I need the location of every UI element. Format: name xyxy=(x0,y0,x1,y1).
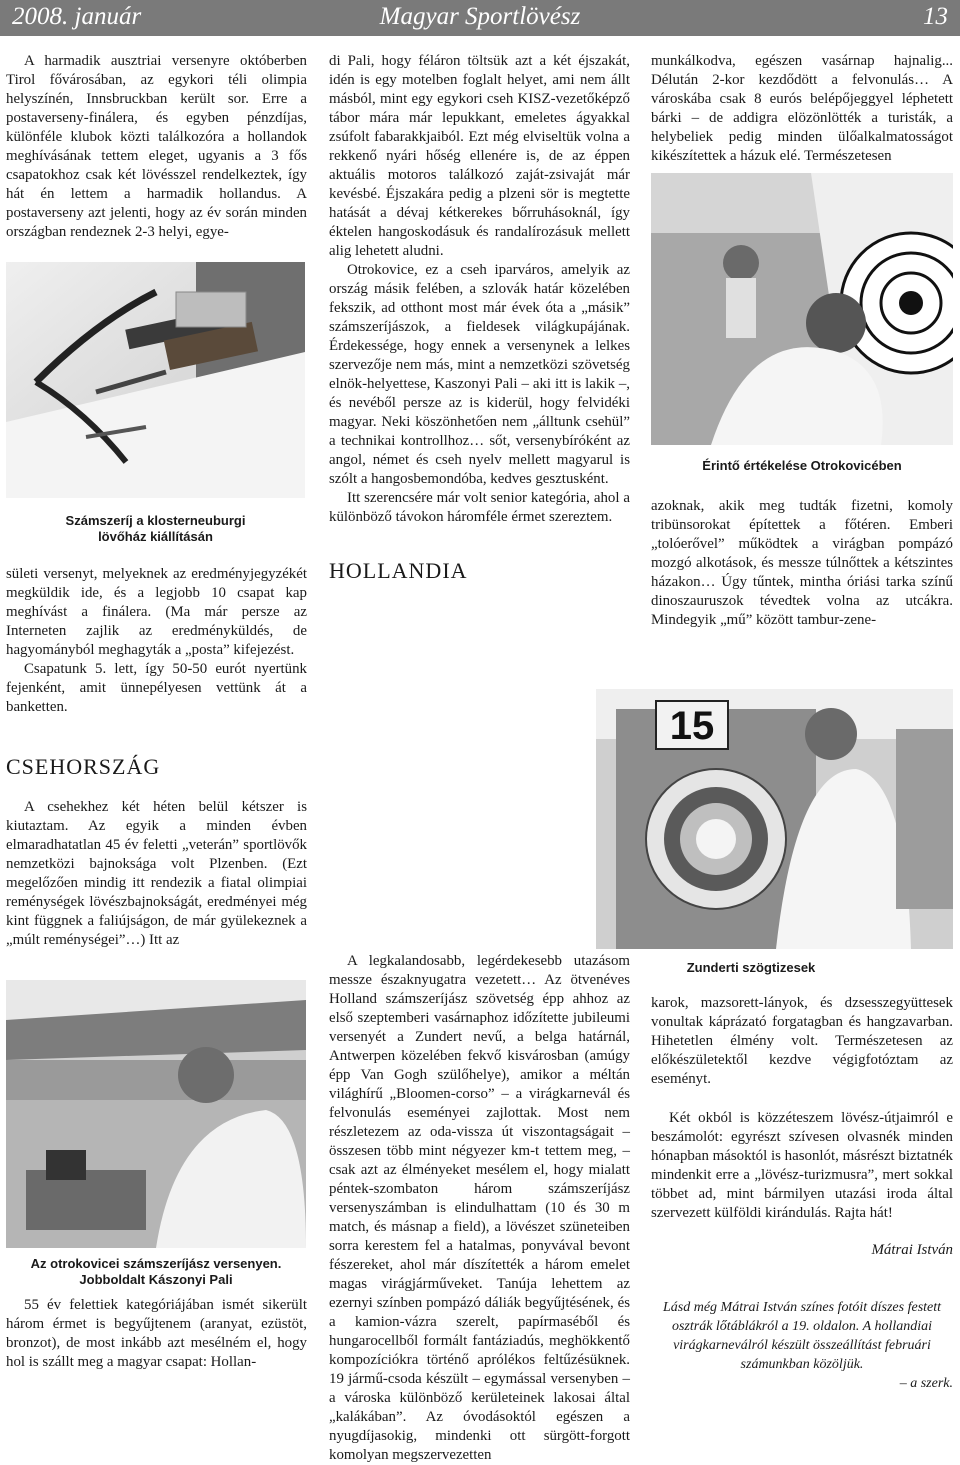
editor-note-text: Lásd még Mátrai István színes fotóit díszes festett osztrák lőtáblákról a 19. oldalon. A hollandiai virágkarneválról készült összeállítást februári számunkban közöljük. xyxy=(662,1300,942,1372)
paragraph: di Pali, hogy féláron töltsük azt a két éjszakát, idén is egy motelben foglalt helyet, ami nem állt másból, mint egy egykori cseh KISZ-vezetőképző tábor mára már lepukkant, emeletes ágyakkal zsúfolt fabarakkjaiból. Ezt még elviseltük volna a rekkenő nyári hőség ellenére is, de az éppen aktuális motoros találkozó zaját-zsivaját már kevésbé. Éjszakára pedig a plzeni sör is megtette hatását a dévaj kétkerekes bőrruhásoknál, így éktelen hangoskodásuk és randalírozásuk mellett alig lehetett aludni. xyxy=(329,53,630,259)
photo-caption-1 xyxy=(6,513,305,545)
column-1-middle xyxy=(6,565,307,950)
column-3-bottom xyxy=(651,994,953,1223)
photo-caption-3: Érintő értékelése Otrokovicében xyxy=(702,458,902,473)
zundert-targets-photo xyxy=(596,689,953,949)
paragraph: A legkalandosabb, legérdekesebb utazásom messze északnyugatra vezetett… Az ötvenéves Holland számszeríjász szövetség épp ahhoz az első szeptemberi vasárnaphoz időzítette jubileumi versenyét a Zundert nevű, a belga határnál, Antwerpen közelében fekvő kisvárosban (amúgy épp Van Gogh szülőhelye), amikor a méltán világhírű „Bloomen-corso” – a virágkarnevál és felvonulás eseményei zajlottak. Most nem részletezem az oda-vissza út viszontagságait – összesen több mint négyezer km-t tettem meg, – csak azt az élményeket mesélem el, hogy mialatt péntek-szombaton három számszeríjász versenyszámban is elindulhattam (10 és 30 m match, és másnap a field), a lövészet szüneteiben sorra kerestem fel a hatalmas, ponyvával bevont fészereket, ahol már díszítették a három emelet magas virágjárműveket. Tanúja lehettem az ezernyi színben pompázó dáliák begyűjtésének, és a kamion-vázra szerelt, papírmaséből és hungarocellből formált fantáziadús, meghökkentő kompozíciókra történő aprólékos feltűzésüknek. 19 jármű-csoda készült – egymással versenyben – a városka különböző kerületeinek lakosai által „kalákában”. Az óvodásoktól egészen a nyugdíjasokig, mindenki ott sürgött-forgott komolyan megszervezetten xyxy=(329,953,630,1463)
caption-line: Az otrokovicei számszeríjász versenyen. xyxy=(30,1256,282,1271)
paragraph: Két okból is közzéteszem lövész-útjaimról e beszámolót: egyrészt szívesen olvasnék minden hónapban másoktól is hasonlót, másrészt biztatnék mindenkit erre a „lövész-turizmusra”, mert sokkal többet ad, mint bármilyen utazási iroda által szervezett külföldi kirándulás. Rajta hát! xyxy=(651,1110,953,1221)
page-number: 13 xyxy=(923,3,948,30)
editor-signature: – a szerk. xyxy=(899,1376,953,1391)
author-byline: Mátrai István xyxy=(871,1242,953,1258)
page-header xyxy=(0,0,960,36)
paragraph: azoknak, akik meg tudták fizetni, komoly tribünsorokat építettek a főtéren. Emberi „tolóerővel” működtek a virágban pompázó mozgó alkotások, és messze túlnőttek a kétszintes házakon… Úgy tűntek, mintha óriási tarka színű dinoszauruszok tévedtek volna az utcákra. Mindegyik „mű” között tambur-zene- xyxy=(651,498,953,628)
paragraph: Itt szerencsére már volt senior kategória, ahol a különböző távokon háromféle érmet szereztem. xyxy=(329,490,630,525)
paragraph: 55 év felettiek kategóriájában ismét sikerült három érmet is begyűjtenem (aranyat, ezüstöt, bronzot), de most inkább azt mesélném el, hogy hol is szállt meg a magyar csapat: Hollan- xyxy=(6,1297,307,1370)
otrokovice-competition-photo xyxy=(6,980,306,1248)
caption-line: lövőház kiállításán xyxy=(98,529,213,544)
photo-caption-4: Zunderti szögtizesek xyxy=(686,960,816,975)
paragraph: Otrokovice, ez a cseh iparváros, amelyik az ország másik felében, a szlovák határ közelében fekszik, ad otthont most már évek óta a „másik” számszeríjászok, a fieldesek világkupájának. Érdekessége, hogy ennek a versenynek a lelkes szervezője nem más, mint a nemzetközi szövetség elnök-helyettese, Kaszonyi Pali – aki itt is lakik –, és nevéből persze az is kiderül, hogy felvidéki magyar. Neki köszönhetően nem „álltunk csehül” a technikai kontrollhoz… sőt, versenybíróként az angol, német és cseh nyelv mellett magyarul is szólt a hangosbemondóba, kedves gesztusként. xyxy=(329,262,630,487)
caption-line: Jobboldalt Kászonyi Pali xyxy=(79,1272,233,1287)
target-number-label: 15 xyxy=(669,704,715,748)
target-scoring-photo xyxy=(651,173,953,445)
magazine-title: Magyar Sportlövész xyxy=(379,3,581,30)
column-1-top xyxy=(6,52,307,242)
column-2-top xyxy=(329,52,630,600)
paragraph: munkálkodva, egészen vasárnap hajnalig... Délután 2-kor kezdődött a felvonulás… A városkába csak 8 eurós belépőjeggyel léphetett bárki – de addigra elözönlötték a turisták, a helybeliek pedig minden ülőalkalmatosságot kikészítettek a házuk elé. Természetesen xyxy=(651,53,953,164)
crossbow-photo xyxy=(6,262,305,498)
section-heading-czech: CSEHORSZÁG xyxy=(6,754,161,779)
paragraph: Csapatunk 5. lett, így 50-50 eurót nyertünk fejenként, amit ünnepélyesen vettünk át a banketten. xyxy=(6,661,307,715)
section-heading-netherlands: HOLLANDIA xyxy=(329,558,468,583)
issue-date: 2008. január xyxy=(12,3,142,30)
column-1-bottom xyxy=(6,1296,307,1372)
caption-line: Számszeríj a klosterneuburgi xyxy=(65,513,246,528)
column-3-middle xyxy=(651,497,953,630)
column-3-top xyxy=(651,52,953,166)
editor-note xyxy=(651,1298,953,1393)
column-2-bottom xyxy=(329,687,630,1465)
paragraph: sületi versenyt, melyeknek az eredményjegyzékét megküldik ide, és a legjobb 10 csapat kap meghívást a finálera. (Ma már persze az Interneten zajlik az eredményküldés, de hagyományból meghagyták a „posta” kifejezést. xyxy=(6,566,307,658)
paragraph: A harmadik ausztriai versenyre októberben Tirol fővárosában, az egykori téli olimpia helyszínén, Innsbruckban került sor. Erre a postaverseny-finálera, és egyben pénzdíjas, különféle klubok közti találkozóra a hollandok meghívásának tettem eleget, ugyanis a 3 fős csapatokhoz csak két lövésszel rendelkeztek, így hát én lettem a harmadik hollandus. A postaverseny azt jelenti, hogy az év során minden országban rendeznek 2-3 helyi, egye- xyxy=(6,53,307,240)
paragraph: A csehekhez két héten belül kétszer is kiutaztam. Az egyik a minden évben elmaradhatatlan 45 év feletti „veterán” sportlövők nemzetközi bajnoksága volt Plzenben. (Ezt megelőzően mindig itt rendezik a fiatal olimpiai reménységek lövészbajnokságát, eredményei még kint függnek a faliújságon, de már gyülekeznek a „múlt reménységei”…) Itt az xyxy=(6,799,307,948)
photo-caption-2 xyxy=(6,1256,306,1288)
paragraph: karok, mazsorett-lányok, és dzsesszegyüttesek vonultak káprázató forgatagban és hangzavarban. Hihetetlen élmény volt. Természetesen az előkészületektől kezdve végigfotóztam az eseményt. xyxy=(651,995,953,1087)
